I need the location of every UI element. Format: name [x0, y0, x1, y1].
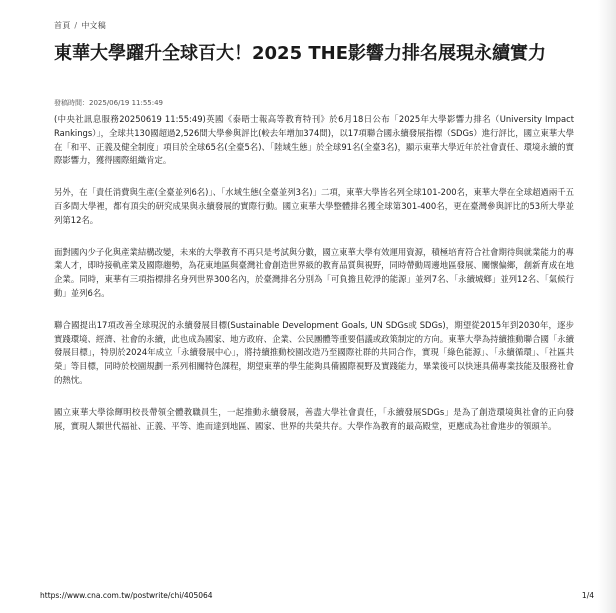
footer-page-number: 1/4 — [581, 591, 594, 600]
article-paragraph-2: 另外，在「責任消費與生產(全臺並列6名)」、「水域生態(全臺並列3名)」二項，東華大學皆名列全球101-200名，東華大學在全球超過兩千五百多間大學裡，都有頂尖的研究成果與永續發展的實際行動。國立東華大學整體排名獲全球第301-400名，更在臺灣參與評比的53所大學並列第12名。 — [54, 187, 574, 225]
article-body — [54, 113, 574, 451]
breadcrumb-separator: / — [74, 21, 78, 30]
footer-url: https://www.cna.com.tw/postwrite/chi/405064 — [40, 591, 213, 600]
breadcrumb — [54, 20, 106, 31]
article-paragraph-5: 國立東華大學徐輝明校長帶領全體教職員生，一起推動永續發展，善盡大學社會責任，「永續發展SDGs」是為了創造環境與社會的正向發展，實現人類世代福祉、正義、平等、進而達到地區、國家、世界的共榮共存。大學作為教育的最高殿堂，更應成為社會進步的領頭羊。 — [54, 406, 574, 431]
page-edge-shadow — [598, 0, 616, 613]
article-paragraph-1: (中央社訊息服務20250619 11:55:49)英國《泰晤士報高等教育特刊》於6月18日公布「2025年大學影響力排名（University Impact Rankings）」，全球共130國超過2,526間大學參與評比(較去年增加374間)，以17項聯合國永續發展指標（SDGs）進行評比，國立東華大學在「和平、正義及健全制度」項目於全球65名(全臺5名)、「陸域生態」於全球91名(全臺3名)，顯示東華大學近年於社會責任、環境永續的實際影響力，獲得國際組織肯定。 — [54, 114, 574, 166]
article-paragraph-4: 聯合國提出17項改善全球現況的永續發展目標(Sustainable Development Goals, UN SDGs或 SDGs)，期望從2015年到2030年，逐步實踐環境、經濟、社會的永續，此也成為國家、地方政府、企業、公民團體等重要倡議或政策制定的方向。東華大學為持續推動聯合國「永續發展目標」，特別於2024年成立「永續發展中心」，將持續推動校園改造乃至國際社群的共同合作，實現「綠色能源」、「永續循環」、「社區共榮」等目標，同時於校園規劃一系列相關特色課程，期望東華的學生能夠具備國際視野及實踐能力，畢業後可以快速具備專業技能及服務社會的熱忱。 — [54, 319, 574, 385]
breadcrumb-home-link[interactable]: 首頁 — [54, 21, 71, 30]
article-paragraph-3: 面對國內少子化與產業結構改變，未來的大學教育不再只是考試與分數，國立東華大學有效運用資源，積極培育符合社會期待與就業能力的專業人才，即時接軌產業及國際趨勢，為花東地區與臺灣社會創造世界級的教育品質與視野，同時帶動周邊地區發展、關懷偏鄉，創新育成在地企業。同時，東華有三項指標排名身列世界300名內，於臺灣排名分別為「可負擔且乾淨的能源」並列7名、「永續城鄉」並列12名、「氣候行動」並列6名。 — [54, 246, 574, 298]
publish-time: 發稿時間：2025/06/19 11:55:49 — [54, 99, 164, 107]
breadcrumb-section-link[interactable]: 中文稿 — [81, 21, 106, 30]
article-title: 東華大學躍升全球百大！2025 THE影響力排名展現永續實力 — [54, 43, 547, 64]
